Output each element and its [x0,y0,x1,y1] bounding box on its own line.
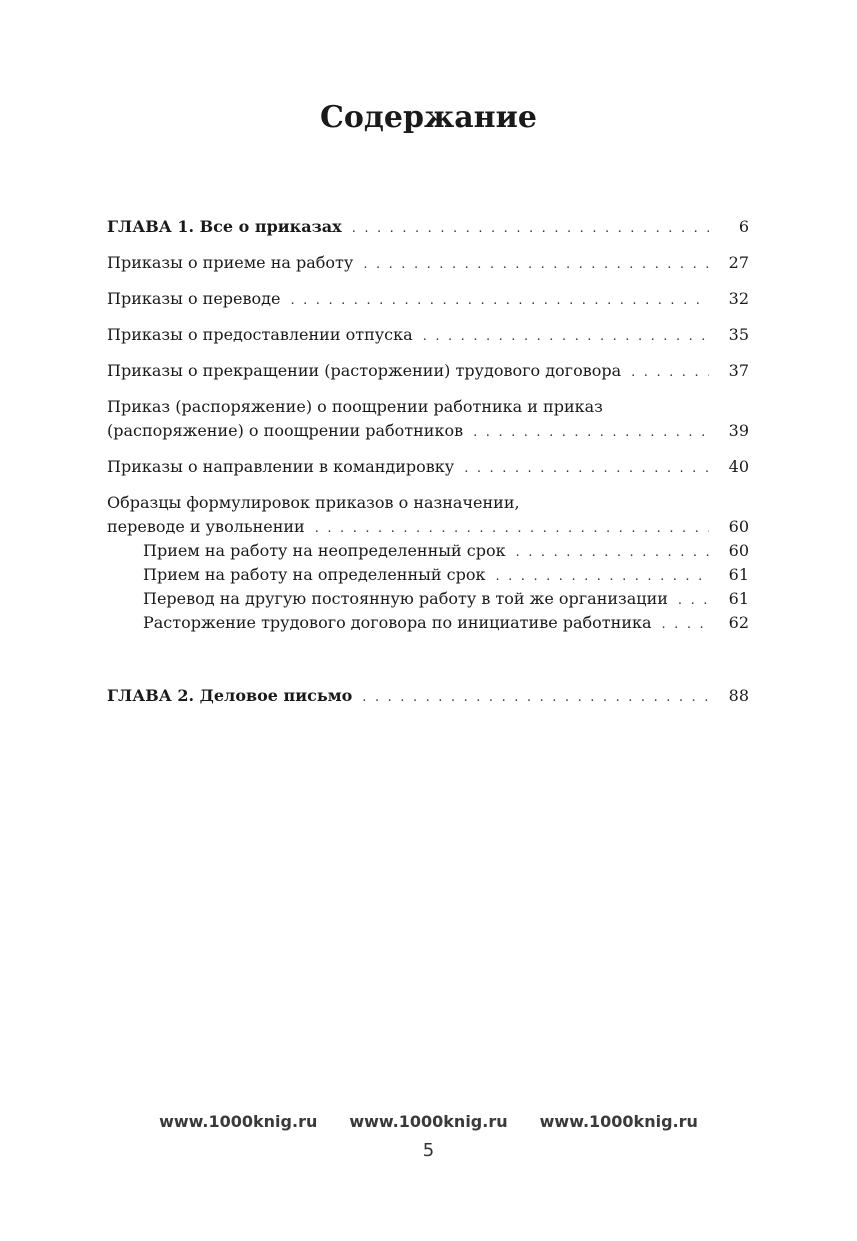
dot-leader [290,289,709,313]
toc-entry-title: Приказы о переводе [107,289,281,308]
toc-entry [107,395,749,445]
toc-entry-page: 60 [728,517,749,536]
dot-leader [662,613,709,637]
toc-entry [107,359,749,385]
toc-entry-page: 6 [738,217,749,236]
toc-entry-page: 32 [728,289,749,308]
toc-entry-title: (распоряжение) о поощрении работников [107,421,464,440]
toc-entry-page: 27 [728,253,749,272]
toc-entry-title: Приказы о приеме на работу [107,253,354,272]
footer-links [0,1112,857,1131]
footer-link[interactable]: www.1000knig.ru [159,1112,318,1131]
toc-entry-page: 61 [728,589,749,608]
dot-leader [315,517,709,541]
toc-entry-page: 88 [728,686,749,705]
dot-leader [423,325,709,349]
page-number: 5 [422,1140,435,1161]
toc-subentry [143,539,749,565]
toc-entry [107,323,749,349]
toc-entry-title-line: Приказ (распоряжение) о поощрении работника и приказ [107,397,603,416]
toc-entry-title: Приказы о направлении в командировку [107,457,455,476]
dot-leader [362,686,709,710]
footer-link[interactable]: www.1000knig.ru [539,1112,698,1131]
toc-entry-title: Приказы о прекращении (расторжении) трудового договора [107,361,622,380]
toc-entry-title: Прием на работу на определенный срок [143,565,486,584]
toc-entry-title-line: Образцы формулировок приказов о назначении, [107,493,520,512]
toc-entry [107,491,749,541]
dot-leader [516,541,709,565]
toc-entry-page: 60 [728,541,749,560]
toc-entry-title: Расторжение трудового договора по инициативе работника [143,613,652,632]
toc-entry-page: 40 [728,457,749,476]
dot-leader [352,217,709,241]
toc-entry-title: Прием на работу на неопределенный срок [143,541,506,560]
toc-entry-title: Перевод на другую постоянную работу в той же организации [143,589,668,608]
toc-subentry [143,563,749,589]
toc-entry-page: 62 [728,613,749,632]
toc-subentry [143,611,749,637]
dot-leader [473,421,709,445]
dot-leader [363,253,709,277]
toc-entry-title: переводе и увольнении [107,517,305,536]
toc-entry-chapter-2 [107,684,749,710]
page-title: Содержание [320,100,537,135]
toc-entry [107,287,749,313]
dot-leader [631,361,709,385]
toc-entry-title: ГЛАВА 1. Все о приказах [107,217,342,236]
toc-entry-page: 39 [728,421,749,440]
toc-entry [107,251,749,277]
toc-entry-chapter-1 [107,215,749,241]
toc-subentry [143,587,749,613]
dot-leader [495,565,709,589]
toc-entry-page: 61 [728,565,749,584]
toc-entry-title: ГЛАВА 2. Деловое письмо [107,686,353,705]
dot-leader [464,457,709,481]
toc-entry-page: 35 [728,325,749,344]
dot-leader [678,589,709,613]
toc-entry-title: Приказы о предоставлении отпуска [107,325,413,344]
toc-entry [107,455,749,481]
toc-entry-page: 37 [728,361,749,380]
footer-link[interactable]: www.1000knig.ru [349,1112,508,1131]
